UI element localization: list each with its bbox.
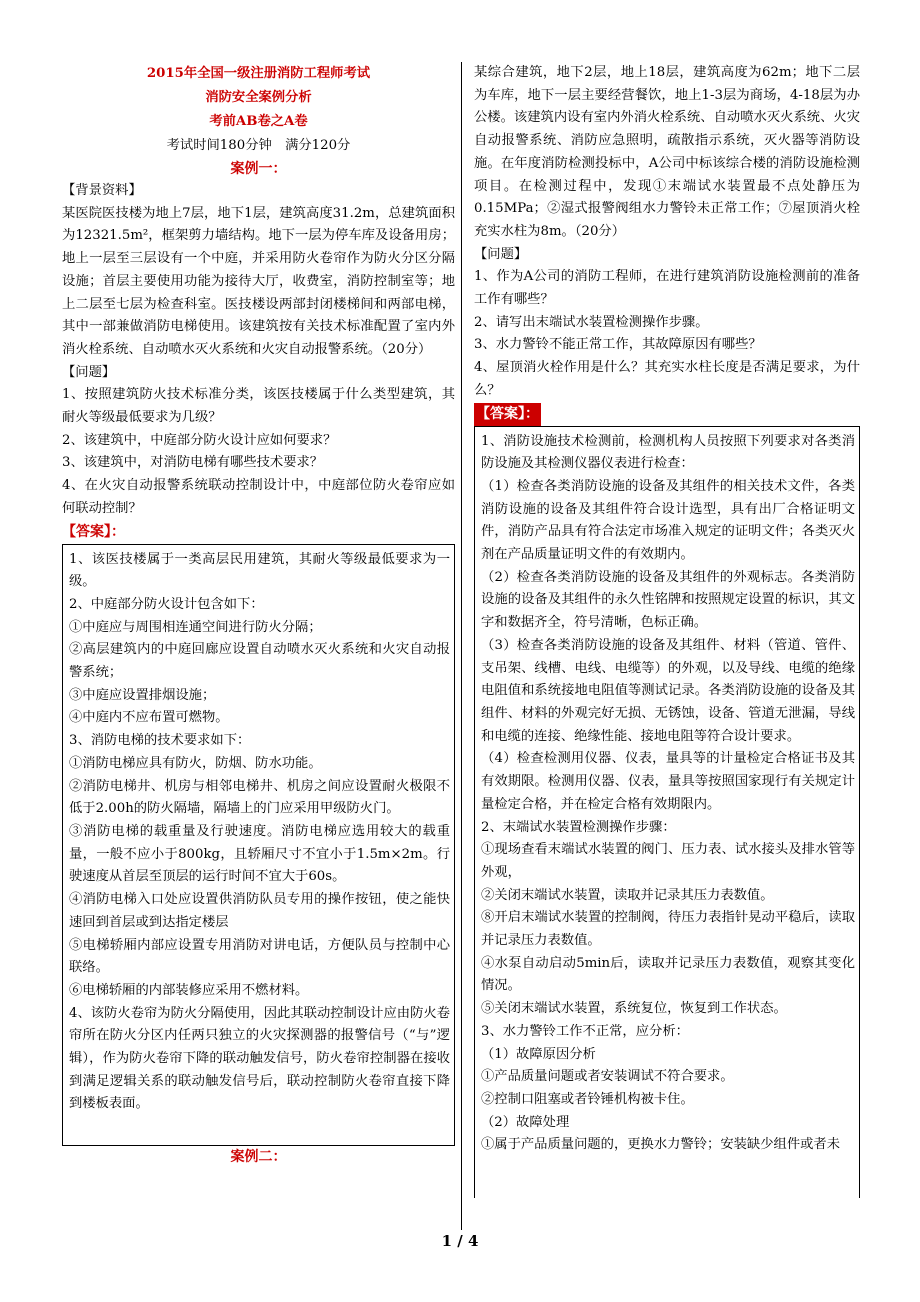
- case2-question: 1、作为A公司的消防工程师，在进行建筑消防设施检测前的准备工作有哪些？: [474, 269, 860, 308]
- case1-label: 案例一：: [230, 161, 287, 177]
- case1-answer-line: ④中庭内不应布置可燃物。: [69, 710, 229, 726]
- case2-answer-line: ①现场查看末端试水装置的阀门、压力表、试水接头及排水管等外观，: [481, 842, 855, 880]
- case1-answer-box: [62, 544, 455, 1146]
- case1-answer-line: 1、该医技楼属于一类高层民用建筑，其耐火等级最低要求为一级。: [69, 551, 450, 590]
- case2-question: 3、水力警铃不能正常工作，其故障原因有哪些？: [474, 337, 762, 353]
- case1-answer-line: 3、消防电梯的技术要求如下：: [69, 733, 251, 749]
- case1-question: 1、按照建筑防火技术标准分类，该医技楼属于什么类型建筑，其耐火等级最低要求为几级？: [62, 387, 455, 426]
- case2-answer-line: ⑤关闭末端试水装置，系统复位，恢复到工作状态。: [481, 1001, 787, 1017]
- exam-info: 考试时间180分钟 满分120分: [166, 138, 351, 153]
- case1-answer-line: ④消防电梯入口处应设置供消防队员专用的操作按钮，使之能快速回到首层或到达指定楼层: [69, 892, 450, 930]
- case2-answer-line: ④水泵自动启动5min后，读取并记录压力表数值，观察其变化情况。: [481, 955, 855, 994]
- case1-question: 4、在火灾自动报警系统联动控制设计中，中庭部位防火卷帘应如何联动控制？: [62, 478, 455, 516]
- page-number: 1 / 4: [441, 1232, 479, 1250]
- case2-answer-line: （2）检查各类消防设施的设备及其组件的外观标志。各类消防设施的设备及其组件的永久性铭牌和按照规定设置的标识，其文字和数据齐全，符号清晰，色标正确。: [481, 569, 855, 631]
- case1-answer-line: 2、中庭部分防火设计包含如下：: [69, 596, 264, 612]
- case2-question: 4、屋顶消火栓作用是什么？其充实水柱长度是否满足要求，为什么？: [474, 360, 860, 398]
- case1-answer-line: ①消防电梯应具有防火，防烟、防水功能。: [69, 755, 322, 771]
- case1-answer-label: 【答案】：: [62, 523, 125, 540]
- case2-answer-line: 3、水力警铃工作不正常，应分析：: [481, 1023, 689, 1039]
- case1-answer-line: ③中庭应设置排烟设施；: [69, 687, 216, 703]
- case2-q-label: 【问题】: [474, 246, 528, 262]
- case2-background: 某综合建筑，地下2层，地上18层，建筑高度为62m；地下二层为车库，地下一层主要经营餐饮，地上1-3层为商场，4-18层为办公楼。该建筑内设有室内外消火栓系统、自动喷水灭火系统、火灾自动报警系统、消防应急照明，疏散指示系统，灭火器等消防设施。在年度消防检测投标中，A公司中标该综合楼的消防设施检测项目。在检测过程中，发现①末端试水装置最不点处静压为0.15MPa；②湿式报警阀组水力警铃未正常工作；⑦屋顶消火栓充实水柱为8m。（20分）: [474, 65, 860, 239]
- case2-answer-line: （2）故障处理: [481, 1114, 570, 1130]
- case2-answer-line: ①属于产品质量问题的，更换水力警铃；安装缺少组件或者未: [481, 1137, 841, 1153]
- case2-answer-line: （3）检查各类消防设施的设备及其组件、材料（管道、管件、支吊架、线槽、电线、电缆等）的外观，以及导线、电缆的绝缘电阻值和系统接地电阻值等测试记录。各类消防设施的设备及其组件、材料的外观完好无损、无锈蚀，设备、管道无泄漏，导线和电缆的连接、绝缘性能、接地电阻等符合设计要求。: [481, 637, 855, 744]
- case2-label: 案例二：: [230, 1148, 287, 1165]
- case1-q-label: 【问题】: [62, 364, 116, 380]
- case1-answer-line: ①中庭应与周围相连通空间进行防火分隔；: [69, 619, 322, 635]
- case1-bg-label: 【背景资料】: [62, 183, 142, 198]
- case1-answer-line: ⑥电梯轿厢的内部装修应采用不燃材料。: [69, 982, 309, 998]
- case1-background: 某医院医技楼为地上7层，地下1层，建筑高度31.2m，总建筑面积为12321.5m²，框架剪力墙结构。地下一层为停车库及设备用房；地上一层至三层设有一个中庭，并采用防火卷帘作为防火分区分隔设施；首层主要使用功能为接待大厅，收费室，消防控制室等；地上二层至七层为检查科室。医技楼设两部封闭楼梯间和两部电梯，其中一部兼做消防电梯使用。该建筑按有关技术标准配置了室内外消火栓系统、自动喷水灭火系统和火灾自动报警系统。（20分）: [62, 205, 455, 357]
- case1-answer-line: ②高层建筑内的中庭回廊应设置自动喷水灭火系统和火灾自动报警系统；: [69, 642, 450, 681]
- case2-question: 2、请写出末端试水装置检测操作步骤。: [474, 314, 709, 330]
- case1-answer-line: ③消防电梯的载重量及行驶速度。消防电梯应选用较大的载重量，一般不应小于800kg，且轿厢尺寸不宜小于1.5m×2m。行驶速度从首层至顶层的运行时间不宜大于60s。: [69, 823, 450, 885]
- case1-question: 2、该建筑中，中庭部分防火设计应如何要求？: [62, 432, 337, 448]
- case1-question: 3、该建筑中，对消防电梯有哪些技术要求？: [62, 455, 324, 471]
- case2-answer-line: 1、消防设施技术检测前，检测机构人员按照下列要求对各类消防设施及其检测仪器仪表进行检查：: [481, 433, 855, 472]
- case2-answer-line: ①产品质量问题或者安装调试不符合要求。: [481, 1069, 734, 1085]
- right-column: [474, 62, 860, 1198]
- left-column: [62, 62, 455, 1168]
- column-divider: [461, 62, 462, 1230]
- exam-title: 2015年全国一级注册消防工程师考试: [146, 66, 371, 81]
- case2-answer-line: （1）故障原因分析: [481, 1046, 596, 1062]
- case2-answer-box: [474, 426, 860, 1198]
- case2-answer-label: 【答案】：: [474, 403, 541, 426]
- case1-answer-line: ②消防电梯井、机房与相邻电梯井、机房之间应设置耐火极限不低于2.00h的防火隔墙，隔墙上的门应采用甲级防火门。: [69, 778, 450, 817]
- case1-answer-line: 4、该防火卷帘为防火分隔使用，因此其联动控制设计应由防火卷帘所在防火分区内任两只独立的火灾探测器的报警信号（“与”逻辑），作为防火卷帘下降的联动触发信号，防火卷帘控制器在接收到满足逻辑关系的联动触发信号后，联动控制防火卷帘直接下降到楼板表面。: [69, 1005, 450, 1112]
- case2-answer-line: ②控制口阻塞或者铃锤机构被卡住。: [481, 1091, 694, 1107]
- case2-answer-line: （1）检查各类消防设施的设备及其组件的相关技术文件，各类消防设施的设备及其组件符合设计选型，具有出厂合格证明文件，消防产品具有符合法定市场准入规定的证明文件；各类灭火剂在产品质量证明文件的有效期内。: [481, 478, 855, 563]
- case2-answer-line: ②关闭末端试水装置，读取并记录其压力表数值。: [481, 887, 774, 903]
- case1-answer-line: ⑤电梯轿厢内部应设置专用消防对讲电话，方便队员与控制中心联络。: [69, 937, 450, 976]
- paper-name: 考前AB卷之A卷: [209, 114, 308, 129]
- case2-answer-line: ⑧开启末端试水装置的控制阀，待压力表指针晃动平稳后，读取并记录压力表数值。: [481, 910, 855, 949]
- exam-subtitle: 消防安全案例分析: [205, 90, 312, 105]
- case2-answer-line: 2、末端试水装置检测操作步骤：: [481, 819, 676, 835]
- case2-answer-line: （4）检查检测用仪器、仪表，量具等的计量检定合格证书及其有效期限。检测用仪器、仪表，量具等按照国家现行有关规定计量检定合格，并在检定合格有效期限内。: [481, 751, 855, 812]
